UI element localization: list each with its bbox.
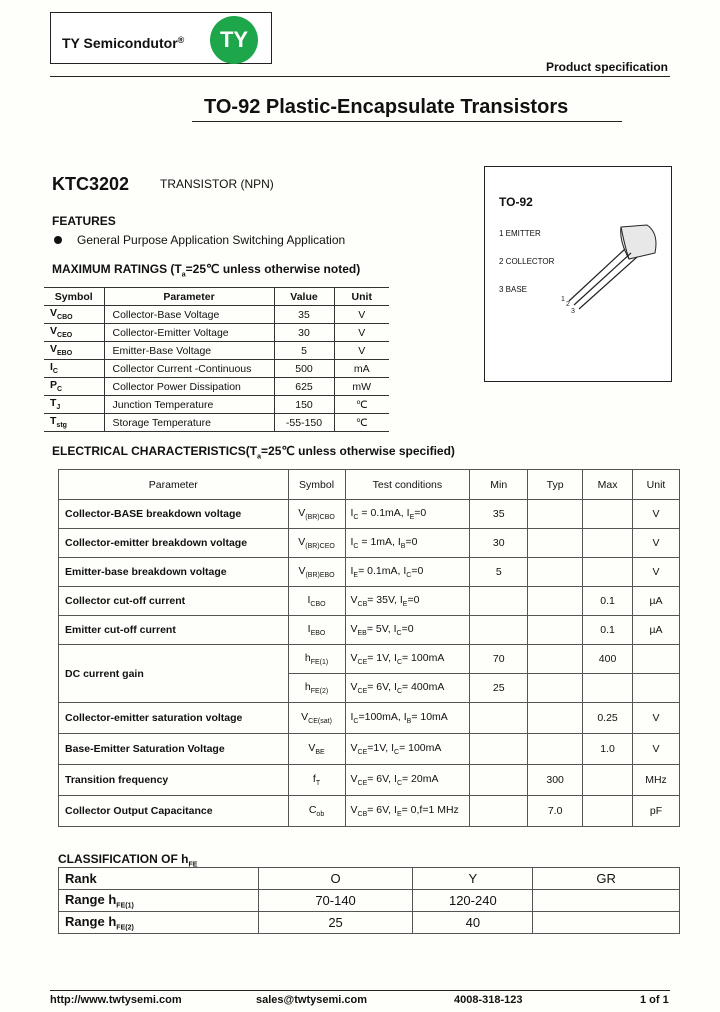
bullet-icon: [54, 236, 62, 244]
parameter-cell: Collector-BASE breakdown voltage: [59, 500, 289, 529]
ty-logo: TY: [210, 16, 258, 64]
parameter-cell: Junction Temperature: [104, 396, 274, 414]
parameter-cell: Collector-Emitter Voltage: [104, 324, 274, 342]
symbol-sub: stg: [56, 422, 67, 430]
symbol-text: h: [304, 651, 311, 664]
max-ratings-heading-tail: =25℃ unless otherwise noted): [185, 262, 361, 276]
symbol-cell: [44, 306, 104, 324]
typ-cell: [528, 734, 583, 765]
min-cell: 25: [470, 674, 528, 703]
condition-cell: $V_{CE}= 6V$, $I_C= 20mA$: [345, 765, 470, 796]
min-cell: [470, 703, 528, 734]
unit-cell: V: [633, 500, 680, 529]
max-cell: [583, 558, 633, 587]
value-cell: 625: [274, 378, 334, 396]
unit-cell: V: [633, 703, 680, 734]
unit-cell: V: [633, 529, 680, 558]
column-header: Symbol: [44, 288, 104, 306]
unit-cell: V: [334, 306, 389, 324]
table-row: [59, 734, 680, 765]
value-cell: -55-150: [274, 414, 334, 432]
page-number: 1 of 1: [640, 994, 669, 1006]
symbol-cell: [44, 396, 104, 414]
value-cell: 150: [274, 396, 334, 414]
parameter-cell: Collector Current -Continuous: [104, 360, 274, 378]
symbol-cell: [288, 616, 345, 645]
symbol-sub: EBO: [57, 350, 73, 358]
company-name-text: TY Semicondutor: [62, 35, 178, 51]
typ-cell: [528, 529, 583, 558]
parameter-cell: Base-Emitter Saturation Voltage: [59, 734, 289, 765]
document-title: TO-92 Plastic-Encapsulate Transistors: [204, 96, 569, 118]
min-cell: [470, 796, 528, 827]
package-box: [484, 166, 672, 382]
table-row: [59, 796, 680, 827]
electrical-heading-text: ELECTRICAL CHARACTERISTICS(T: [52, 444, 258, 458]
table-row: [44, 324, 389, 342]
parameter-cell: Transition frequency: [59, 765, 289, 796]
symbol-text: T: [50, 397, 57, 410]
max-cell: [583, 674, 633, 703]
table-header-row: [44, 288, 389, 306]
symbol-sub: (BR)EBO: [305, 572, 335, 580]
max-cell: [583, 796, 633, 827]
symbol-sub: FE(2): [310, 688, 329, 696]
range-label: [59, 912, 259, 934]
symbol-cell: [288, 529, 345, 558]
symbol-sub: CEO: [57, 332, 73, 340]
pin-3-label: 3 BASE: [499, 285, 528, 294]
table-row: [59, 912, 680, 934]
electrical-heading: [52, 444, 455, 460]
unit-cell: ℃: [334, 414, 389, 432]
symbol-sub: EBO: [310, 630, 326, 638]
min-cell: [470, 765, 528, 796]
max-ratings-heading: [52, 262, 360, 278]
electrical-heading-sub: a: [257, 453, 262, 461]
unit-cell: [633, 645, 680, 674]
unit-cell: V: [633, 734, 680, 765]
parameter-cell: Emitter-base breakdown voltage: [59, 558, 289, 587]
table-row: [44, 414, 389, 432]
symbol-text: V: [298, 535, 306, 548]
symbol-sub: (BR)CBO: [305, 514, 335, 522]
symbol-text: I: [307, 622, 311, 635]
max-cell: 0.1: [583, 587, 633, 616]
header-divider: [50, 76, 670, 77]
to92-package-drawing: [555, 217, 667, 317]
pin-2-label: 2 COLLECTOR: [499, 257, 555, 266]
symbol-text: h: [304, 680, 311, 693]
symbol-sub: J: [56, 404, 61, 412]
max-cell: 0.1: [583, 616, 633, 645]
column-header: Value: [274, 288, 334, 306]
symbol-text: I: [307, 593, 311, 606]
package-title: TO-92: [499, 195, 533, 209]
table-row: [44, 378, 389, 396]
column-header: Max: [583, 470, 633, 500]
lead-number-3: 3: [571, 308, 575, 315]
min-cell: 70: [470, 645, 528, 674]
part-number: KTC3202: [52, 174, 130, 194]
parameter-cell: Collector Power Dissipation: [104, 378, 274, 396]
range-cell: 25: [258, 912, 413, 934]
product-specification-label: Product specification: [545, 60, 668, 74]
footer-url-link[interactable]: http://www.twtysemi.com: [50, 994, 182, 1006]
typ-cell: [528, 616, 583, 645]
features-heading: FEATURES: [52, 214, 116, 228]
range-cell: [533, 912, 680, 934]
parameter-cell: Collector cut-off current: [59, 587, 289, 616]
column-header: Parameter: [104, 288, 274, 306]
column-header: Unit: [334, 288, 389, 306]
rank-cell: GR: [533, 868, 680, 890]
transistor-body: [621, 225, 656, 259]
feature-item: General Purpose Application Switching Application: [77, 233, 346, 247]
symbol-text: V: [301, 710, 309, 723]
symbol-sub: CBO: [57, 314, 73, 322]
max-ratings-heading-text: MAXIMUM RATINGS (T: [52, 262, 182, 276]
table-row: [59, 587, 680, 616]
parameter-cell: Collector-Base Voltage: [104, 306, 274, 324]
unit-cell: µA: [633, 616, 680, 645]
condition-cell: $V_{CB}= 35V$, $I_E=0$: [345, 587, 470, 616]
symbol-cell: [288, 703, 345, 734]
condition-cell: $V_{EB}= 5V$, $I_C=0$: [345, 616, 470, 645]
symbol-sub: FE(1): [310, 659, 329, 667]
classification-heading: [58, 852, 197, 868]
symbol-cell: [288, 558, 345, 587]
typ-cell: [528, 558, 583, 587]
condition-cell: $V_{CE}=1V$, $I_C= 100mA$: [345, 734, 470, 765]
table-row: [59, 890, 680, 912]
unit-cell: MHz: [633, 765, 680, 796]
column-header: Parameter: [59, 470, 289, 500]
symbol-sub: CE(sat): [308, 718, 332, 726]
electrical-heading-tail: =25℃ unless otherwise specified): [261, 444, 455, 458]
table-row: [59, 703, 680, 734]
typ-cell: 7.0: [528, 796, 583, 827]
symbol-cell: [288, 734, 345, 765]
range-label-text: Range h: [65, 891, 117, 907]
symbol-sub: T: [315, 780, 321, 788]
symbol-text: V: [50, 325, 58, 338]
min-cell: 30: [470, 529, 528, 558]
footer-email-link[interactable]: sales@twtysemi.com: [256, 994, 367, 1006]
max-cell: [583, 500, 633, 529]
company-name: [62, 35, 184, 51]
condition-cell: $I_C=100mA$, $I_B= 10mA$: [345, 703, 470, 734]
typ-cell: [528, 587, 583, 616]
symbol-cell: [288, 500, 345, 529]
column-header: Test conditions: [345, 470, 470, 500]
condition-cell: $I_E= 0.1mA$, $I_C=0$: [345, 558, 470, 587]
classification-heading-sub: FE: [188, 861, 198, 869]
max-cell: 0.25: [583, 703, 633, 734]
symbol-sub: BE: [315, 749, 325, 757]
condition-cell: $I_C = 0.1mA$, $I_E=0$: [345, 500, 470, 529]
unit-cell: mA: [334, 360, 389, 378]
symbol-text: I: [50, 361, 53, 374]
symbol-text: C: [308, 803, 317, 816]
max-cell: [583, 529, 633, 558]
unit-cell: [633, 674, 680, 703]
typ-cell: [528, 500, 583, 529]
condition-cell: $V_{CE}= 6V$, $I_C= 400mA$: [345, 674, 470, 703]
unit-cell: µA: [633, 587, 680, 616]
parameter-cell: DC current gain: [59, 645, 289, 703]
parameter-cell: Storage Temperature: [104, 414, 274, 432]
lead-number-1: 1: [561, 296, 565, 303]
symbol-text: V: [50, 343, 58, 356]
table-row: [59, 868, 680, 890]
rank-cell: O: [258, 868, 413, 890]
max-cell: [583, 765, 633, 796]
symbol-cell: [44, 378, 104, 396]
column-header: Typ: [528, 470, 583, 500]
rank-label: Rank: [59, 868, 259, 890]
column-header: Min: [470, 470, 528, 500]
lead-2: [574, 253, 631, 305]
symbol-cell: [44, 342, 104, 360]
symbol-cell: [288, 674, 345, 703]
typ-cell: [528, 703, 583, 734]
table-row: [59, 500, 680, 529]
range-cell: 40: [413, 912, 533, 934]
range-cell: 70-140: [258, 890, 413, 912]
min-cell: [470, 587, 528, 616]
parameter-cell: Collector-emitter breakdown voltage: [59, 529, 289, 558]
symbol-text: P: [50, 379, 58, 392]
symbol-cell: [44, 414, 104, 432]
unit-cell: mW: [334, 378, 389, 396]
table-row: [59, 558, 680, 587]
symbol-text: V: [298, 564, 306, 577]
lead-number-2: 2: [566, 301, 570, 308]
symbol-sub: C: [52, 368, 58, 376]
value-cell: 5: [274, 342, 334, 360]
rank-cell: Y: [413, 868, 533, 890]
table-header-row: [59, 470, 680, 500]
column-header: Symbol: [288, 470, 345, 500]
min-cell: [470, 616, 528, 645]
symbol-cell: [288, 587, 345, 616]
part-type: TRANSISTOR (NPN): [160, 177, 274, 191]
unit-cell: pF: [633, 796, 680, 827]
table-row: [59, 616, 680, 645]
unit-cell: V: [334, 324, 389, 342]
range-label: [59, 890, 259, 912]
max-cell: 400: [583, 645, 633, 674]
parameter-cell: Collector Output Capacitance: [59, 796, 289, 827]
max-ratings-heading-sub: a: [181, 271, 186, 279]
table-row: [44, 396, 389, 414]
symbol-cell: [288, 645, 345, 674]
value-cell: 30: [274, 324, 334, 342]
parameter-cell: Collector-emitter saturation voltage: [59, 703, 289, 734]
symbol-sub: C: [57, 386, 63, 394]
range-cell: [533, 890, 680, 912]
unit-cell: V: [334, 342, 389, 360]
footer-phone: 4008-318-123: [454, 994, 523, 1006]
min-cell: [470, 734, 528, 765]
range-label-sub: FE(2): [116, 924, 134, 932]
table-row: [59, 645, 680, 674]
range-cell: 120-240: [413, 890, 533, 912]
typ-cell: 300: [528, 765, 583, 796]
symbol-text: V: [298, 506, 306, 519]
symbol-text: V: [50, 307, 58, 320]
typ-cell: [528, 645, 583, 674]
range-label-text: Range h: [65, 913, 117, 929]
column-header: Unit: [633, 470, 680, 500]
symbol-text: T: [50, 415, 57, 428]
table-row: [44, 342, 389, 360]
unit-cell: V: [633, 558, 680, 587]
parameter-cell: Emitter-Base Voltage: [104, 342, 274, 360]
table-row: [59, 765, 680, 796]
max-cell: 1.0: [583, 734, 633, 765]
symbol-text: f: [312, 772, 316, 785]
condition-cell: $V_{CB}= 6V$, $I_E= 0,f=1$ MHz: [345, 796, 470, 827]
min-cell: 35: [470, 500, 528, 529]
min-cell: 5: [470, 558, 528, 587]
classification-heading-text: CLASSIFICATION OF h: [58, 852, 189, 866]
parameter-cell: Emitter cut-off current: [59, 616, 289, 645]
symbol-sub: (BR)CEO: [305, 543, 335, 551]
title-underline: [192, 121, 622, 122]
unit-cell: ℃: [334, 396, 389, 414]
symbol-cell: [288, 765, 345, 796]
table-row: [44, 360, 389, 378]
symbol-sub: ob: [316, 811, 325, 819]
condition-cell: $V_{CE}= 1V$, $I_C= 100mA$: [345, 645, 470, 674]
electrical-table: [58, 469, 680, 827]
classification-table: [58, 867, 680, 934]
symbol-text: V: [308, 741, 316, 754]
typ-cell: [528, 674, 583, 703]
table-row: [44, 306, 389, 324]
range-label-sub: FE(1): [116, 902, 134, 910]
value-cell: 500: [274, 360, 334, 378]
footer-divider: [50, 990, 670, 991]
max-ratings-table: [44, 287, 389, 432]
condition-cell: $I_C = 1mA$, $I_B=0$: [345, 529, 470, 558]
value-cell: 35: [274, 306, 334, 324]
registered-mark: ®: [177, 35, 185, 45]
table-row: [59, 529, 680, 558]
symbol-cell: [44, 360, 104, 378]
symbol-cell: [44, 324, 104, 342]
symbol-sub: CBO: [310, 601, 326, 609]
symbol-cell: [288, 796, 345, 827]
pin-1-label: 1 EMITTER: [499, 229, 541, 238]
